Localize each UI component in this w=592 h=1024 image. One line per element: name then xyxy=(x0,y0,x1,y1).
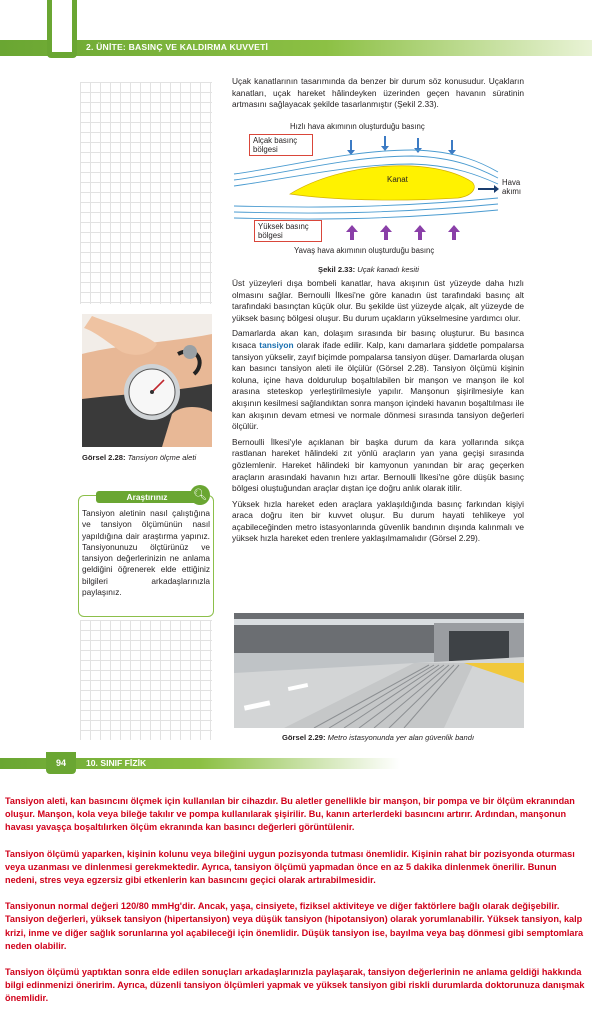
note-paragraph: Tansiyon ölçümü yaptıktan sonra elde edilen sonuçları arkadaşlarınızla paylaşarak, tansiyon değerlerinin ne anlama geldiği hakkında bilgi edinmenizi öneririm. Ayrıca, düzenli tansiyon ölçümleri yapmak ve yüksek tansiyon gibi riskli durumlarda doktorunuza danışmak önemlidir. xyxy=(5,967,585,1004)
wing-diagram xyxy=(232,132,524,232)
wing-shape xyxy=(290,166,474,200)
caption-number: Şekil 2.33: xyxy=(318,265,356,274)
road-paragraph: Bernoulli İlkesi'yle açıklanan bir başka durum da kara yollarında sıkça rastlanan hareket hâlindeki zıt yönlü araçların yan yana geçişi sırasında gözlemlenir. Hareket hâlindeki bir kamyonun yanından bir araç geçerken araçların arasındaki havanın hızı artar. Bernoulli İlkesi'ne göre düşük basınç bölgesi oluştuğundan araçlar dıştan içe doğru anlık olarak itilir. xyxy=(232,436,524,494)
blood-pressure-paragraph xyxy=(232,328,524,432)
metro-photo xyxy=(234,613,524,728)
gorsel-228-text: Tansiyon ölçme aleti xyxy=(127,453,197,462)
note-paragraph: Tansiyonun normal değeri 120/80 mmHg'dir. Ancak, yaşa, cinsiyete, fiziksel aktiviteye ve diğer faktörlere bağlı olarak değişebilir. Tansiyon değerleri, yüksek tansiyon (hipertansiyon) veya düşük tansiyon (hipotansiyon) olarak yorumlanabilir. Yüksek tansiyon, kalp krizi, inme ve diğer sağlık sorunlarına yol açabileceği için önemlidir. Düşük tansiyon ise, bayılma veya baş dönmesi gibi semptomlara neden olabilir. xyxy=(5,901,584,951)
blood-para-rest: olarak ifade edilir. Kalp, kanı damarlara şiddetle pompalarsa tansiyon yükselir, zayıf biçimde pompalarsa tansiyon düşer. Damarlarda oluşan kan basıncı tansiyon aleti ile ölçülür (Görsel 2.28). Tansiyon ölçümü kişinin koluna, içine hava doldurulup boşaltılabilen bir manşon ve manşon ile kol arasına steteskop yerleştirilmesiyle yapılır. Manşonun şişirilmesiyle kan akışının kesilmesi sağlandıktan sonra manşon içindeki havanın boşaltılması ile kan akışının devam etmesi ve normale dönmesi sırasında tansiyon değerleri ölçülür. xyxy=(232,339,524,432)
note-paragraph: Tansiyon ölçümü yaparken, kişinin kolunu veya bileğini uygun pozisyonda tutması önemlidir. Kişinin rahat bir pozisyonda oturması veya uzanması ve dinlenmesi gerekmektedir. Ayrıca, tansiyon ölçümü yapmadan önce en az 5 dakika dinlenmek önerilir. Bunun nedeni, stres veya egzersiz gibi etkenlerin kan basıncını geçici olarak artırabilmesidir. xyxy=(5,848,575,886)
caption-text: Uçak kanadı kesiti xyxy=(357,265,419,274)
main-text-column xyxy=(232,278,524,549)
gorsel-228-number: Görsel 2.28: xyxy=(82,453,126,462)
intro-paragraph: Uçak kanatlarının tasarımında da benzer bir durum söz konusudur. Uçakların kanatları, uçak hareket hâlindeyken üzerinden geçen havanın süratinin artmasını sağlayacak şekilde tasarlanmıştır (Şekil 2.33). xyxy=(232,76,524,110)
fast-air-label: Hızlı hava akımının oluşturduğu basınç xyxy=(290,122,425,131)
notes-grid-top xyxy=(80,82,212,304)
blood-pressure-photo xyxy=(82,314,212,447)
low-pressure-line2: bölgesi xyxy=(253,145,278,154)
figure-wing-section xyxy=(232,118,524,278)
air-flow-arrow xyxy=(478,185,499,193)
high-pressure-line2: bölgesi xyxy=(258,231,283,240)
header-tab-inner xyxy=(52,0,72,52)
book-title: 10. SINIF FİZİK xyxy=(86,758,147,768)
gorsel-229-caption xyxy=(282,733,474,742)
metro-paragraph: Yüksek hızla hareket eden araçlara yaklaşıldığında basınç farkından kişiyi araca doğru iten bir kuvvet oluşur. Bu durum hayati tehlikeye yol açabileceğinden metro istasyonlarında güvenlik bandının dışında kalınmalı ve yüksek hızla hareket eden trenlere yaklaşılmamalıdır (Görsel 2.29). xyxy=(232,498,524,544)
notes-block xyxy=(5,795,589,1019)
magnifier-icon: 🔍︎ xyxy=(190,485,210,505)
note-paragraph: Tansiyon aleti, kan basıncını ölçmek için kullanılan bir cihazdır. Bu aletler genellikle bir manşon, bir pompa ve bir ölçüm ekranından oluşur. Manşon, kola veya bileğe takılır ve pompa kullanılarak şişirilir. Bu, kanın arterlerdeki basıncını artırır. Ardından, manşonun havası yavaşça boşaltılırken ölçüm ekranında kan basıncı değerleri görüntülenir. xyxy=(5,796,575,833)
air-flow-label xyxy=(502,178,521,196)
blood-para-start: Damarlarda akan kan, dolaşım sırasında bir basınç oluşturur. Bu basınca kısaca xyxy=(232,328,524,350)
high-pressure-line1: Yüksek basınç xyxy=(258,222,309,231)
research-title: Araştırınız xyxy=(96,491,198,503)
gorsel-229-number: Görsel 2.29: xyxy=(282,733,326,742)
low-pressure-line1: Alçak basınç xyxy=(253,136,298,145)
wing-paragraph: Üst yüzeyleri dışa bombeli kanatlar, hava akışının üst yüzeyde daha hızlı olmasını sağlar. Bernoulli İlkesi'ne göre kanadın üst tarafındaki basınç alt tarafındaki basınçtan küçük olur. Bu şekilde üst yüzeyde alçak, alt yüzeyde de yüksek basınç bölgesi oluşur. Bu durum uçakların yükselmesine yardımcı olur. xyxy=(232,278,524,323)
wing-label: Kanat xyxy=(387,175,408,184)
gorsel-229-text: Metro istasyonunda yer alan güvenlik bandı xyxy=(327,733,475,742)
figure-233-caption xyxy=(318,265,419,274)
term-tansiyon: tansiyon xyxy=(259,339,294,350)
slow-air-label: Yavaş hava akımının oluşturduğu basınç xyxy=(294,246,435,255)
notes-grid-bottom xyxy=(80,620,212,740)
gorsel-228-caption xyxy=(82,453,196,462)
unit-title: 2. ÜNİTE: BASINÇ VE KALDIRMA KUVVETİ xyxy=(86,42,269,52)
air-flow-line2: akımı xyxy=(502,187,522,196)
air-flow-line1: Hava xyxy=(502,178,521,187)
page-number: 94 xyxy=(46,752,76,774)
research-text: Tansiyon aletinin nasıl çalıştığına ve tansiyon ölçümünün nasıl yapıldığına dair araştırma yapınız. Tansiyonunuzu ölçtürünüz ve tansiyon değerlerinizin ne anlama geldiğini öğrenerek elde ettiğiniz bilgileri arkadaşlarınızla paylaşınız. xyxy=(82,508,210,598)
slow-air-arrows xyxy=(232,222,524,244)
